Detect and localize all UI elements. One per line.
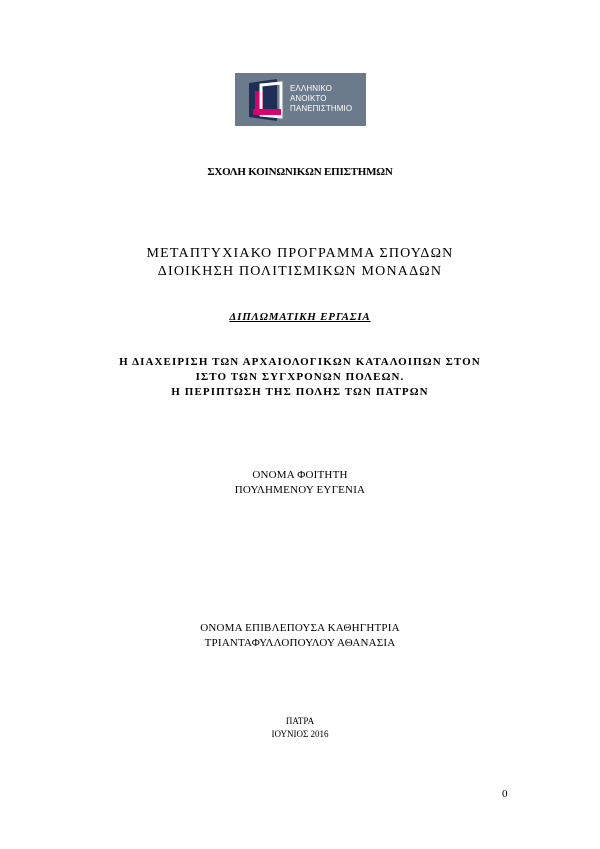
student-label: ΟΝΟΜΑ ΦΟΙΤΗΤΗ bbox=[252, 469, 348, 481]
logo-line: ΕΛΛΗΝΙΚΟ bbox=[290, 84, 332, 93]
title-line: Η ΔΙΑΧΕΙΡΙΣΗ ΤΩΝ ΑΡΧΑΙΟΛΟΓΙΚΩΝ ΚΑΤΑΛΟΙΠΩΝ ΣΤΟΝ bbox=[119, 356, 481, 368]
date: ΙΟΥΝΙΟΣ 2016 bbox=[271, 729, 329, 739]
school-name: ΣΧΟΛΗ ΚΟΙΝΩΝΙΚΩΝ ΕΠΙΣΤΗΜΩΝ bbox=[207, 166, 393, 178]
student-block bbox=[0, 468, 600, 498]
logo-line: ΑΝΟΙΚΤΟ bbox=[290, 94, 327, 103]
title-line: ΙΣΤΟ ΤΩΝ ΣΥΓΧΡΟΝΩΝ ΠΟΛΕΩΝ. bbox=[195, 371, 405, 383]
thesis-title bbox=[0, 355, 600, 400]
university-logo bbox=[235, 73, 366, 126]
program-line: ΔΙΟΙΚΗΣΗ ΠΟΛΙΤΙΣΜΙΚΩΝ ΜΟΝΑΔΩΝ bbox=[157, 264, 443, 279]
student-name: ΠΟΥΛΗΜΕΝΟΥ ΕΥΓΕΝΙΑ bbox=[234, 484, 366, 496]
supervisor-label: ΟΝΟΜΑ ΕΠΙΒΛΕΠΟΥΣΑ ΚΑΘΗΓΗΤΡΙΑ bbox=[200, 622, 400, 634]
thesis-label: ΔΙΠΛΩΜΑΤΙΚΗ ΕΡΓΑΣΙΑ bbox=[229, 311, 371, 323]
logo-wordmark bbox=[290, 84, 352, 114]
supervisor-name: ΤΡΙΑΝΤΑΦΥΛΛΟΠΟΥΛΟΥ ΑΘΑΝΑΣΙΑ bbox=[204, 637, 396, 649]
page-number: 0 bbox=[502, 788, 508, 800]
logo-emblem-icon bbox=[247, 79, 287, 121]
supervisor-block bbox=[0, 621, 600, 651]
city: ΠΑΤΡΑ bbox=[285, 716, 315, 726]
logo-line: ΠΑΝΕΠΙΣΤΗΜΙΟ bbox=[290, 104, 353, 113]
title-line: Η ΠΕΡΙΠΤΩΣΗ ΤΗΣ ΠΟΛΗΣ ΤΩΝ ΠΑΤΡΩΝ bbox=[171, 386, 429, 398]
program-title bbox=[0, 245, 600, 281]
place-date-block bbox=[0, 715, 600, 741]
program-line: ΜΕΤΑΠΤΥΧΙΑΚΟ ΠΡΟΓΡΑΜΜΑ ΣΠΟΥΔΩΝ bbox=[146, 246, 454, 261]
